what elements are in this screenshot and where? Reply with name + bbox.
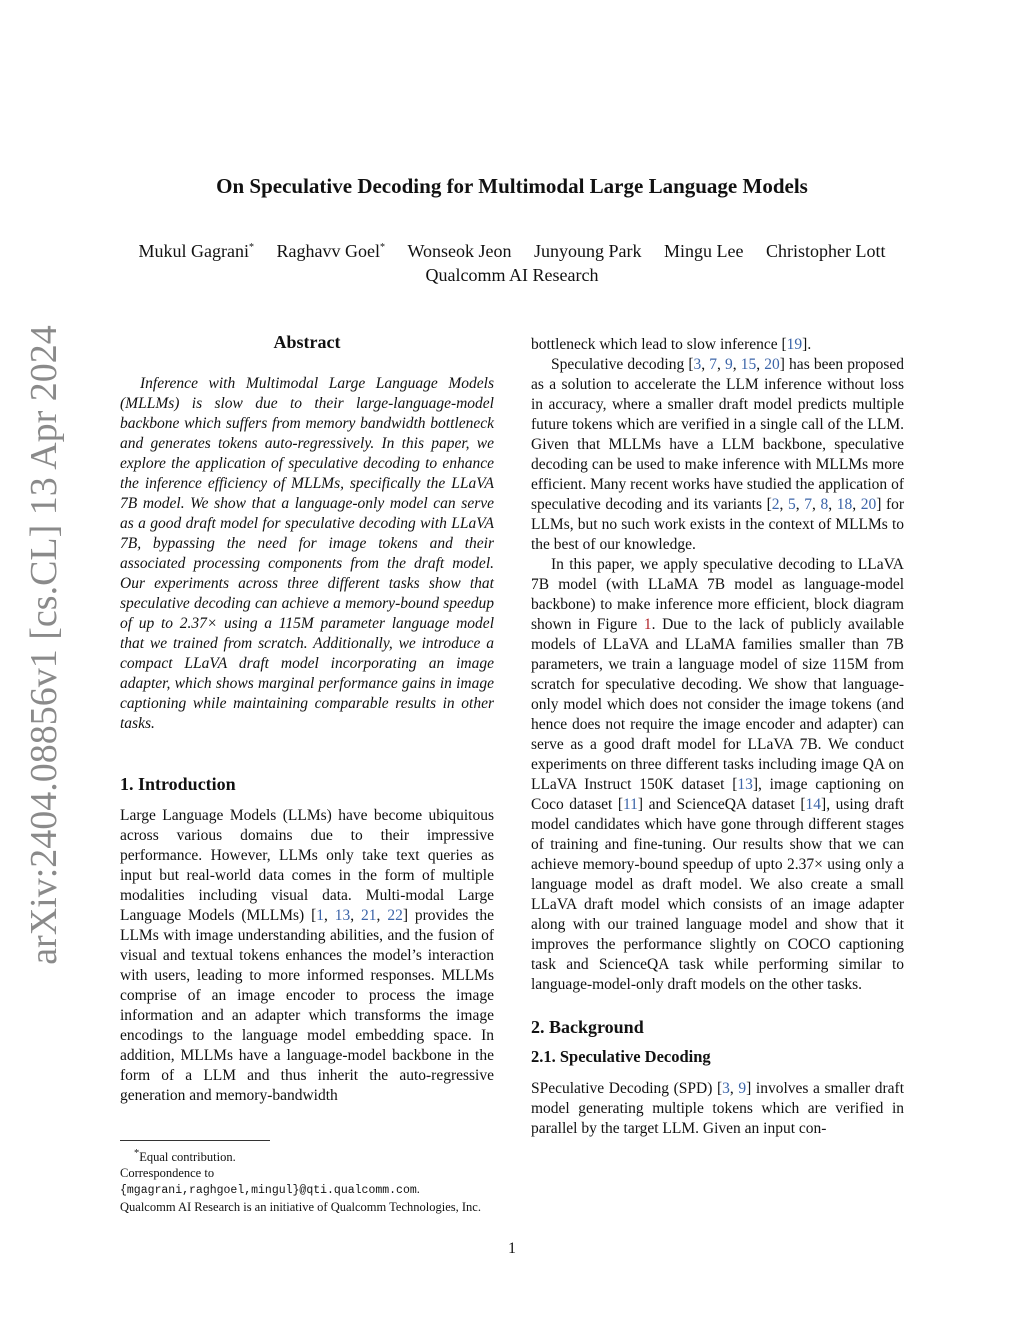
footnote: *Equal contribution. Correspondence to {mgagrani,raghgoel,mingul}@qti.qualcomm.com. Qualcomm AI Research is an initiative of Qualcomm Technologies, Inc. [120, 1146, 496, 1215]
author: Mukul Gagrani* [138, 241, 254, 261]
citation-link[interactable]: 15 [740, 356, 757, 373]
citation-link[interactable]: 13 [737, 776, 753, 793]
arxiv-identifier [8, 325, 80, 965]
intro-paragraph-1-cont: bottleneck which lead to slow inference [19]. [531, 336, 812, 353]
abstract-heading: Abstract [273, 332, 341, 352]
abstract-text: Inference with Multimodal Large Language Models (MLLMs) is slow due to their large-language-model backbone which suffers from memory bandwidth bottleneck and generates tokens auto-regressively. In this paper, we explore the application of speculative decoding to enhance the inference efficiency of MLLMs, specifically the LLaVA 7B model. We show that a language-only model can serve as a good draft model for speculative decoding with LLaVA 7B, bypassing the need for image tokens and their associated processing components from the draft model. Our experiments across three different tasks show that speculative decoding can achieve a memory-bound speedup of up to 2.37× using a 115M parameter language model that we trained from scratch. Additionally, we introduce a compact LLaVA draft model incorporating an image adapter, which shows marginal performance gains in image captioning while maintaining comparable results in other tasks. [120, 375, 494, 732]
left-column [120, 332, 494, 1106]
figure-link[interactable]: 1 [643, 616, 652, 633]
footnote-note: Qualcomm AI Research is an initiative of Qualcomm Technologies, Inc. [120, 1200, 481, 1215]
citation-link[interactable]: 3 [722, 1080, 730, 1097]
citation-link[interactable]: 2 [771, 496, 780, 513]
page-number: 1 [508, 1240, 516, 1257]
intro-paragraph-1: Large Language Models (LLMs) have become ubiquitous across various domains due to their impressive performance. However, LLMs only take text queries as input but real-world data comes in the form of multiple modalities including visual data. Multi-modal Large Language Models (MLLMs) [1, 13, 21, 22] provides the LLMs with image understanding abilities, and the fusion of visual and textual tokens enhances the model’s interaction with users, leading to more informed responses. MLLMs comprise of an image encoder to process the image information and an adapter which transforms the image encodings to the language model embedding space. In addition, MLLMs have a language-model backbone in the form of a LLM and thus inherit the auto-regressive generation and memory-bandwidth [120, 807, 495, 1104]
citation-link[interactable]: 13 [334, 907, 351, 924]
intro-paragraph-3: In this paper, we apply speculative decoding to LLaVA 7B model (with LLaMA 7B model as language-model backbone) to make inference more efficient, block diagram shown in Figure 1. Due to the lack of publicly available models of LLaVA and LLaMA families smaller than 7B parameters, we train a language model of size 115M from scratch for speculative decoding. We show that language-only model which does not consider the image tokens (and hence does not require the image encoder and adapter) can serve as a good draft model for LLaVA 7B. We conduct experiments on three different tasks including image QA on LLaVA Instruct 150K dataset [13], image captioning on Coco dataset [11] and ScienceQA dataset [14], using draft model candidates which have gone through different stages of training and fine-tuning. Our results show that we can achieve memory-bound speedup of upto 2.37× using only a language model as draft model. We also create a small LLaVA draft model which consists of an image adapter along with our trained language model and show that it improves the performance slightly on COCO captioning task and ScienceQA task while performing similar to language-model-only draft models on the other tasks. [531, 556, 904, 993]
citation-link[interactable]: 7 [804, 496, 812, 513]
citation-link[interactable]: 9 [725, 356, 733, 373]
arxiv-id-text: arXiv:2404.08856v1 [cs.CL] 13 Apr 2024 [23, 325, 65, 965]
author: Christopher Lott [766, 241, 886, 261]
author: Junyoung Park [534, 241, 642, 261]
citation-link[interactable]: 20 [860, 496, 877, 513]
footnote-emails: {mgagrani,raghgoel,mingul}@qti.qualcomm.com [120, 1184, 417, 1198]
paper-title: On Speculative Decoding for Multimodal Large Language Models [216, 174, 808, 198]
citation-link[interactable]: 1 [316, 907, 325, 924]
citation-link[interactable]: 21 [361, 907, 377, 924]
section-heading-background: 2. Background [531, 1017, 644, 1037]
intro-paragraph-2: Speculative decoding [3, 7, 9, 15, 20] has been proposed as a solution to accelerate the LLM inference without loss in accuracy, where a smaller draft model predicts multiple future tokens which are verified in a single call of the LLM. Given that MLLMs have a LLM backbone, speculative decoding can be used to make inference with MLLMs more efficient. Many recent works have studied the application of speculative decoding and its variants [2, 5, 7, 8, 18, 20] for LLMs, but no such work exists in the context of MLLMs to the best of our knowledge. [531, 356, 905, 553]
author-list [0, 241, 1024, 262]
citation-link[interactable]: 14 [805, 796, 822, 813]
section-heading-introduction: 1. Introduction [120, 774, 236, 794]
footnote-rule [120, 1140, 270, 1141]
citation-link[interactable]: 11 [622, 796, 638, 813]
right-column [531, 335, 904, 1139]
citation-link[interactable]: 5 [788, 496, 796, 513]
affiliation: Qualcomm AI Research [425, 265, 599, 285]
citation-link[interactable]: 20 [764, 356, 780, 373]
citation-link[interactable]: 7 [709, 356, 718, 373]
footnote-equal: Equal contribution. [139, 1150, 236, 1165]
citation-link[interactable]: 3 [693, 356, 702, 373]
citation-link[interactable]: 19 [786, 336, 803, 353]
author: Raghavv Goel* [276, 241, 385, 261]
author: Mingu Lee [664, 241, 744, 261]
citation-link[interactable]: 22 [387, 907, 403, 924]
citation-link[interactable]: 8 [820, 496, 829, 513]
background-paragraph: SPeculative Decoding (SPD) [3, 9] involves a smaller draft model generating multiple tokens which are verified in parallel by the target LLM. Given an input con- [531, 1080, 905, 1137]
author: Wonseok Jeon [407, 241, 512, 261]
subsection-heading-speculative-decoding: 2.1. Speculative Decoding [531, 1047, 711, 1066]
citation-link[interactable]: 18 [836, 496, 853, 513]
citation-link[interactable]: 9 [738, 1080, 747, 1097]
